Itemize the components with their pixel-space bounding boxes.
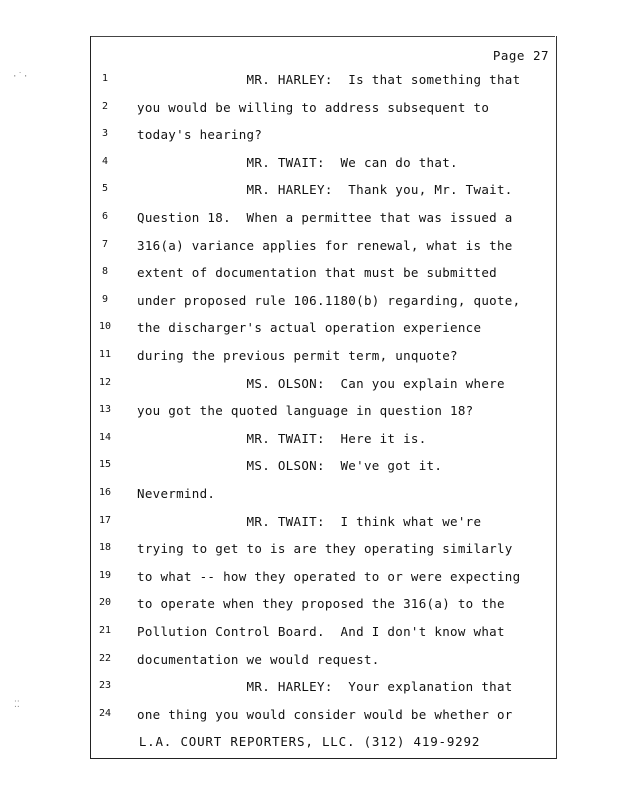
scan-speck: ⁚⁚ (14, 700, 20, 710)
line-number: 15 (98, 459, 112, 471)
transcript-line: MR. TWAIT: I think what we're (137, 513, 482, 529)
transcript-line: MR. TWAIT: We can do that. (137, 154, 458, 170)
transcript-line: under proposed rule 106.1180(b) regarding, quote, (137, 292, 521, 308)
line-number: 2 (101, 100, 109, 112)
transcript-line: to operate when they proposed the 316(a) to the (137, 596, 505, 612)
line-number: 6 (101, 211, 109, 222)
line-number: 4 (101, 155, 109, 167)
transcript-line: the discharger's actual operation experience (137, 320, 482, 336)
transcript-line: Nevermind. (137, 486, 216, 501)
transcript-line: you got the quoted language in question 18? (137, 403, 474, 419)
line-number: 3 (101, 128, 109, 140)
line-number: 1 (101, 73, 109, 84)
transcript-line: MR. TWAIT: Here it is. (137, 430, 427, 446)
line-number: 8 (101, 266, 109, 278)
transcript-line: MR. HARLEY: Is that something that (137, 72, 521, 87)
transcript-line: 316(a) variance applies for renewal, what is the (137, 237, 513, 253)
transcript-line: today's hearing? (137, 127, 263, 143)
transcript-line: during the previous permit term, unquote? (137, 348, 458, 363)
line-number: 19 (98, 569, 112, 581)
transcript-line: documentation we would request. (137, 651, 380, 667)
transcript-line: MR. HARLEY: Thank you, Mr. Twait. (137, 182, 513, 198)
transcript-line: MS. OLSON: Can you explain where (137, 375, 505, 391)
line-number: 21 (98, 625, 112, 636)
line-number: 18 (98, 542, 112, 554)
page-frame (90, 36, 557, 759)
line-number: 16 (98, 487, 112, 498)
line-number: 5 (101, 183, 109, 195)
transcript-line: trying to get to is are they operating similarly (137, 541, 513, 557)
line-number: 23 (98, 680, 112, 692)
footer-court-reporter: L.A. COURT REPORTERS, LLC. (312) 419-9292 (138, 734, 481, 749)
transcript-line: MR. HARLEY: Your explanation that (137, 679, 513, 695)
line-number: 20 (98, 597, 112, 609)
line-number: 13 (98, 404, 112, 416)
line-number: 14 (98, 431, 112, 443)
transcript-line: to what -- how they operated to or were expecting (137, 568, 521, 584)
transcript-line: one thing you would consider would be whether or (137, 706, 513, 722)
line-number: 11 (98, 349, 112, 360)
line-number: 9 (101, 293, 109, 305)
line-number: 17 (98, 514, 112, 526)
line-number: 22 (98, 652, 112, 664)
line-number: 7 (101, 238, 109, 250)
scan-speck: ·˙· (12, 72, 29, 82)
line-number: 24 (98, 707, 112, 719)
transcript-line: extent of documentation that must be submitted (137, 265, 497, 281)
transcript-line: you would be willing to address subsequent to (137, 99, 490, 115)
transcript-line: Pollution Control Board. And I don't know what (137, 624, 505, 639)
page-number: Page 27 (492, 48, 549, 63)
line-number: 10 (98, 321, 112, 333)
line-number: 12 (98, 376, 112, 388)
transcript-line: Question 18. When a permittee that was issued a (137, 210, 513, 225)
transcript-line: MS. OLSON: We've got it. (137, 458, 443, 474)
